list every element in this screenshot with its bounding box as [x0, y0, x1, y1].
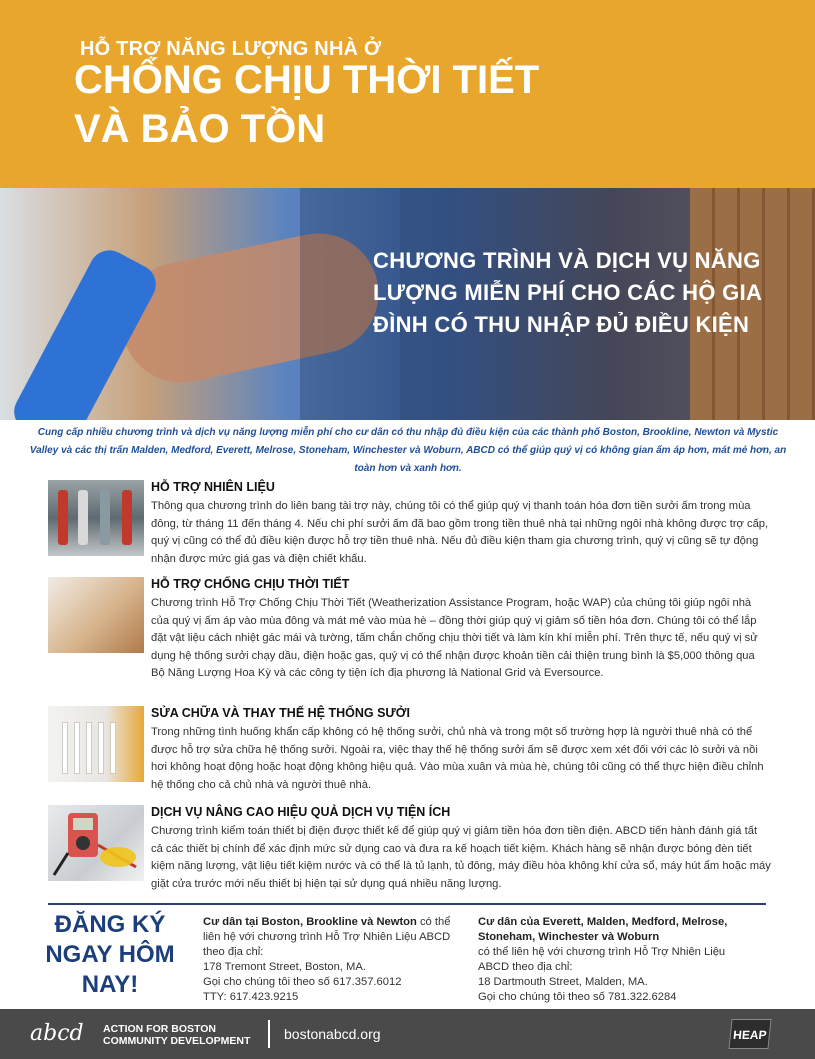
section-text: Chương trình kiểm toán thiết bị điện được thiết kế để giúp quý vị giảm tiền hóa đơn tiền điện. ABCD tiến hành đánh giá tất cả các thiết bị chính để xác định mức sử dụng cao và đưa ra kế hoạch tiết kiệm. Khách hàng sẽ nhận được bóng đèn tiết kiệm năng lượng, vật liệu tiết kiệm nước và có thể là tủ lạnh, tủ đông, máy điều hòa không khí cửa sổ, máy hút ẩm hoặc máy giặt cửa trước mới nếu thiết bị hiện tại sử dụng quá nhiều năng lượng. — [151, 825, 771, 890]
radiator-fin — [110, 722, 116, 774]
register-now-heading — [40, 910, 180, 1000]
footer — [0, 1009, 815, 1059]
header-banner — [0, 0, 815, 188]
section-title: HỖ TRỢ NHIÊN LIỆU — [151, 480, 275, 494]
section-text: Trong những tình huống khẩn cấp không có hệ thống sưởi, chủ nhà và trong một số trường hợp là người thuê nhà có thể được hỗ trợ sửa chữa hệ thống sưởi. Ngoài ra, việc thay thế hệ thống sưởi ấm sẽ được xem xét đối với các lò sưởi và nồi hơi không hoạt động hoặc hoạt động không hiệu quả. Vào mùa xuân và mùa hè, chúng tôi cũng có thể thực hiện điều chỉnh hệ thống cho cả chủ nhà và người thuê nhà. — [151, 726, 764, 791]
pipe-shape — [122, 490, 132, 545]
section-title: DỊCH VỤ NÂNG CAO HIỆU QUẢ DỊCH VỤ TIỆN ÍCH — [151, 805, 451, 819]
intro-text: Cung cấp nhiều chương trình và dịch vụ năng lượng miễn phí cho cư dân có thu nhập đủ điều kiện của các thành phố Boston, Brookline, Newton và Mystic Valley và các thị trấn Malden, Medford, Everett, Melrose, Stoneham, Winchester và Woburn, ABCD có thể giúp quý vị có không gian ấm áp hơn, mát mẻ hơn, an toàn hơn và xanh hơn. — [29, 427, 787, 474]
register-line: NAY! — [81, 971, 139, 998]
website-link[interactable]: bostonabcd.org — [284, 1026, 381, 1042]
electric-meter-image — [48, 805, 144, 881]
pipe-shape — [78, 490, 88, 545]
section-text: Thông qua chương trình do liên bang tài trợ này, chúng tôi có thể giúp quý vị thanh toán hóa đơn tiền sưởi ấm trong mùa đông, từ tháng 11 đến tháng 4. Nếu chi phí sưởi ấm đã bao gồm trong tiền thuê nhà tại những ngôi nhà không được trợ cấp, quý vị cũng có thể đủ điều kiện được hỗ trợ tiền thuê nhà. Nếu đủ điều kiện tham gia chương trình, quý vị cũng sẽ tự động nhận được mức giá gas và điện chiết khấu. — [151, 500, 769, 565]
contact-address: 178 Tremont Street, Boston, MA. — [203, 961, 366, 973]
insulation-image — [48, 577, 144, 653]
contact-boston — [203, 915, 453, 1005]
contact-intro-text: có thể liên hệ với chương trình Hỗ Trợ Nhiên Liệu ABCD theo địa chỉ: — [203, 916, 451, 958]
org-name — [103, 1023, 250, 1047]
page-title-line2: VÀ BẢO TỒN — [74, 107, 326, 151]
contact-heading: Cư dân của Everett, Malden, Medford, Melrose, Stoneham, Winchester và Woburn — [478, 916, 728, 943]
section-text: Chương trình Hỗ Trợ Chống Chịu Thời Tiết (Weatherization Assistance Program, hoặc WAP) của chúng tôi giúp ngôi nhà của quý vị ấm áp vào mùa đông và mát mẻ vào mùa hè – đồng thời giúp quý vị giảm số tiền hóa đơn. Chúng tôi có thể lắp đặt vật liệu cách nhiệt gác mái và tường, tấm chắn chống chịu thời tiết và làm kín khí miễn phí. Trên thực tế, nếu quý vị sử dụng hệ thống sưởi chạy dầu, điện hoặc gas, quý vị có thể nhận được khoản tiền cải thiện trung bình là $5,000 thông qua Bộ Năng Lượng Hoa Kỳ và các công ty tiện ích địa phương là National Grid và Eversource. — [151, 597, 758, 679]
org-name-line1: ACTION FOR BOSTON — [103, 1023, 216, 1035]
boiler-pipes-image — [48, 480, 144, 556]
radiator-fin — [98, 722, 104, 774]
radiator-fin — [74, 722, 80, 774]
contact-malden — [478, 915, 748, 1005]
contact-phone: Gọi cho chúng tôi theo số 617.357.6012 — [203, 976, 402, 988]
footer-divider — [268, 1020, 270, 1048]
multimeter-icon — [48, 805, 144, 881]
header-kicker: HỖ TRỢ NĂNG LƯỢNG NHÀ Ở — [80, 38, 382, 60]
contact-address: 18 Dartmouth Street, Malden, MA. — [478, 976, 648, 988]
radiator-fin — [86, 722, 92, 774]
pipe-shape — [100, 490, 110, 545]
contact-intro-text: có thể liên hệ với chương trình Hỗ Trợ Nhiên Liệu ABCD theo địa chỉ: — [478, 946, 726, 973]
heap-logo: HEAP — [728, 1019, 771, 1049]
page-title-line1: CHỐNG CHỊU THỜI TIẾT — [74, 58, 540, 102]
contact-phone: Gọi cho chúng tôi theo số 781.322.6284 — [478, 991, 677, 1003]
org-name-line2: COMMUNITY DEVELOPMENT — [103, 1035, 251, 1047]
section-divider — [48, 903, 766, 905]
register-line: ĐĂNG KÝ — [54, 911, 166, 938]
abcd-logo: abcd — [30, 1021, 84, 1046]
pipe-shape — [58, 490, 68, 545]
section-title: SỬA CHỮA VÀ THAY THẾ HỆ THỐNG SƯỞI — [151, 706, 410, 720]
section-title: HỖ TRỢ CHỐNG CHỊU THỜI TIẾT — [151, 577, 350, 591]
register-line: NGAY HÔM — [45, 941, 175, 968]
hero-tagline: CHƯƠNG TRÌNH VÀ DỊCH VỤ NĂNG LƯỢNG MIỄN PHÍ CHO CÁC HỘ GIA ĐÌNH CÓ THU NHẬP ĐỦ ĐIỀU KIỆN — [373, 248, 762, 337]
contact-intro — [203, 915, 453, 960]
radiator-fin — [62, 722, 68, 774]
contact-heading: Cư dân tại Boston, Brookline và Newton — [203, 916, 417, 928]
contact-tty: TTY: 617.423.9215 — [203, 991, 299, 1003]
radiator-image — [48, 706, 144, 782]
